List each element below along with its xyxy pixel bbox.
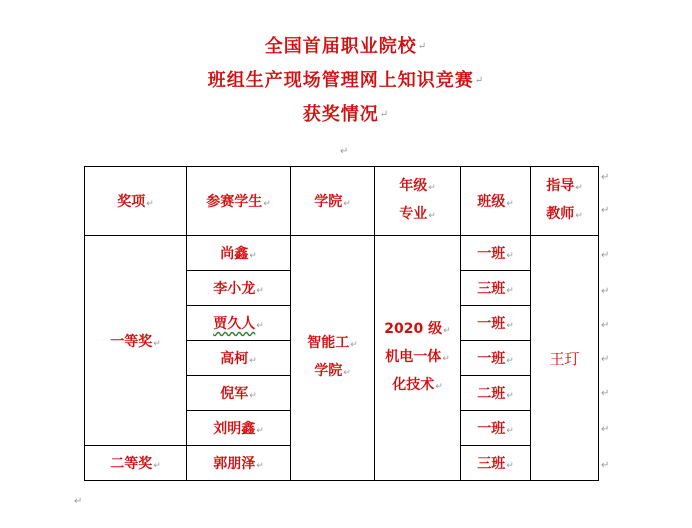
grade-major-cell: 2020 级↵ 机电一体↵ 化技术↵: [375, 236, 461, 481]
student-cell: 尚鑫↵: [187, 236, 291, 271]
class-cell: 三班↵: [461, 271, 531, 306]
paragraph-mark: ↵: [74, 496, 83, 507]
row-end-mark: ↵: [601, 354, 610, 365]
header-class: 班级↵: [461, 167, 531, 236]
header-grade-major: 年级↵ 专业↵: [375, 167, 461, 236]
row-end-mark: ↵: [601, 460, 610, 471]
class-cell: 三班↵: [461, 446, 531, 481]
row-end-mark: ↵: [601, 286, 610, 297]
title-line-1: 全国首届职业院校↵: [264, 36, 428, 57]
award-table: [84, 166, 599, 481]
document-title: [0, 30, 692, 132]
award-first-prize: 一等奖↵: [85, 236, 187, 446]
class-cell: 一班↵: [461, 411, 531, 446]
student-cell: 刘明鑫↵: [187, 411, 291, 446]
class-cell: 一班↵: [461, 306, 531, 341]
header-student: 参赛学生↵: [187, 167, 291, 236]
class-cell: 一班↵: [461, 236, 531, 271]
row-end-mark: ↵: [601, 388, 610, 399]
row-end-mark: ↵: [601, 424, 610, 435]
header-teacher: 指导↵ 教师↵: [531, 167, 599, 236]
paragraph-mark: ↵: [340, 146, 349, 157]
row-end-mark: ↵: [601, 172, 610, 183]
class-cell: 一班↵: [461, 341, 531, 376]
student-cell: 郭朋泽↵: [187, 446, 291, 481]
award-second-prize: 二等奖↵: [85, 446, 187, 481]
student-cell: 倪军↵: [187, 376, 291, 411]
student-cell: 贾久人↵: [187, 306, 291, 341]
title-line-3: 获奖情况↵: [302, 104, 390, 125]
row-end-mark: ↵: [601, 205, 610, 216]
student-cell: 高柯↵: [187, 341, 291, 376]
title-line-2: 班组生产现场管理网上知识竞赛↵: [207, 70, 485, 91]
header-college: 学院↵: [291, 167, 375, 236]
row-end-mark: ↵: [601, 320, 610, 331]
table-header-row: [85, 167, 599, 236]
student-cell: 李小龙↵: [187, 271, 291, 306]
table-row: [85, 236, 599, 271]
header-award: 奖项↵: [85, 167, 187, 236]
class-cell: 二班↵: [461, 376, 531, 411]
teacher-cell: 王玎: [531, 236, 599, 481]
row-end-mark: ↵: [601, 250, 610, 261]
college-cell: 智能工↵ 学院↵: [291, 236, 375, 481]
